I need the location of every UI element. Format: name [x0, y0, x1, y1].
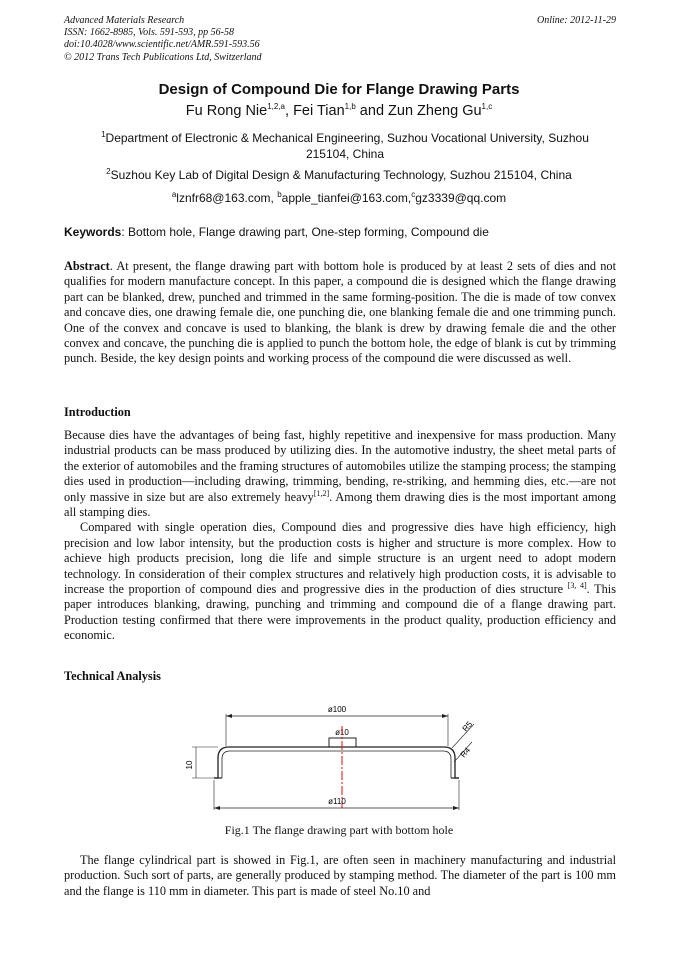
intro-paragraph-2	[64, 520, 616, 643]
dim-label-r5: R5	[460, 719, 475, 734]
arrow-icon	[226, 714, 232, 718]
citation: [3, 4]	[567, 580, 587, 590]
email-sup: c	[411, 190, 416, 199]
affiliation-1	[80, 131, 610, 162]
introduction-body	[64, 428, 616, 644]
email-link[interactable]: lznfr68@163.com	[176, 191, 271, 205]
keywords	[64, 225, 616, 239]
dim-label-hole: ø10	[335, 728, 349, 737]
issn-line: ISSN: 1662-8985, Vols. 591-593, pp 56-58	[64, 27, 234, 39]
paragraph-text: . This paper introduces blanking, drawing, punching and trimming and compound die of a flange drawing part. Production testing confirmed that there were improvements in the product quality, production efficiency and economic.	[64, 582, 616, 643]
keywords-label: Keywords	[64, 225, 122, 239]
email-link[interactable]: apple_tianfei@163.com	[281, 191, 408, 205]
email-sup: a	[171, 190, 177, 199]
author-name: Fei Tian	[293, 103, 345, 119]
affiliation-text: Department of Electronic & Mechanical Engineering, Suzhou Vocational University, Suzhou 215104, China	[105, 131, 589, 161]
online-date: Online: 2012-11-29	[537, 15, 616, 26]
introduction-heading: Introduction	[64, 405, 131, 419]
arrow-icon	[442, 714, 448, 718]
author-name: Zun Zheng Gu	[388, 103, 482, 119]
author-sup: 1,c	[481, 102, 493, 112]
technical-analysis-body	[64, 853, 616, 899]
email-link[interactable]: gz3339@qq.com	[415, 191, 507, 205]
intro-paragraph-1	[64, 428, 616, 520]
technical-paragraph: The flange cylindrical part is showed in Fig.1, are often seen in machinery manufacturing and industrial production. Such sort of parts, are generally produced by stamping method. The diameter of the part is 100 mm and the flange is 110 mm in diameter. This part is made of steel No.10 and	[64, 853, 616, 898]
paragraph-text: . Among them drawing dies is the most important among all stamping dies.	[64, 489, 616, 520]
copyright-line: © 2012 Trans Tech Publications Ltd, Switzerland	[64, 51, 262, 63]
journal-name: Advanced Materials Research	[64, 15, 185, 26]
author-name: Fu Rong Nie	[185, 103, 268, 119]
author-sep: ,	[285, 103, 294, 119]
author-sup: 1,b	[344, 102, 356, 112]
abstract-label: Abstract	[64, 259, 110, 273]
figure-caption: Fig.1 The flange drawing part with bottom hole	[224, 823, 454, 837]
affiliation-2	[0, 168, 678, 182]
doi-line: doi:10.4028/www.scientific.net/AMR.591-593.56	[64, 39, 260, 51]
paper-title: Design of Compound Die for Flange Drawing Parts	[158, 81, 520, 98]
paragraph-text: Because dies have the advantages of being fast, highly repetitive and inexpensive for mass production. Many industrial products can be mass produced by utilizing dies. In the automotive industry, the sheet metal parts of the exterior of automobiles and the framing structures of automobiles utilize the stamping process; the stamping dies used in production—including drawing, trimming, bending, re-striking, and hemming dies, etc.—are not only massive in size but are also extremely heavy	[64, 428, 616, 504]
author-line	[0, 103, 678, 119]
abstract	[64, 259, 616, 367]
technical-analysis-heading: Technical Analysis	[64, 669, 161, 683]
email-sup: b	[277, 190, 282, 199]
dim-label-r4: R4	[458, 745, 473, 760]
part-inner-outline	[222, 751, 451, 778]
email-sep: ,	[407, 191, 412, 205]
arrow-icon	[214, 806, 220, 810]
dim-label-top: ø100	[327, 705, 347, 714]
paragraph-text: Compared with single operation dies, Compound dies and progressive dies have high efficiency, high precision and low labor intensity, but the production costs is higher and structure is more complex. How to achieve high products precision, long die life and simple structure is an urgent need to adopt modern technology. In consideration of their complex structures and relatively high production costs, it is advisable to increase the proportion of compound dies and progressive dies in the production of dies structure	[64, 520, 616, 597]
part-outline	[214, 747, 459, 778]
email-sep: ,	[270, 191, 278, 205]
citation: [1,2]	[313, 488, 330, 498]
dim-label-height: 10	[185, 760, 194, 770]
figure-flange-drawing	[186, 700, 486, 815]
affiliation-sup: 2	[106, 167, 111, 176]
flange-drawing-svg	[186, 700, 486, 815]
email-line	[0, 191, 678, 205]
journal-header	[64, 15, 616, 64]
author-sup: 1,2,a	[267, 102, 285, 112]
keywords-text: : Bottom hole, Flange drawing part, One-step forming, Compound die	[121, 225, 489, 239]
affiliation-sup: 1	[101, 130, 106, 139]
arrow-icon	[453, 806, 459, 810]
dim-label-bottom: ø110	[328, 797, 346, 806]
author-sep: and	[355, 103, 389, 119]
affiliation-text: Suzhou Key Lab of Digital Design & Manufacturing Technology, Suzhou 215104, China	[110, 168, 572, 182]
abstract-text: . At present, the flange drawing part with bottom hole is produced by at least 2 sets of dies and not qualifies for modern manufacture concept. In this paper, a compound die is designed which the flange drawing part can be blanked, drew, punched and trimmed in the same forming-position. The die is made of tow convex and concave dies, one drawing female die, one punching die, one blanking female die and one trimming punch. One of the convex and concave is used to blanking, the blank is drew by drawing female die and the other convex and concave, the punching die is applied to punch the bottom hole, the edge of blank is cut by trimming punch. Beside, the key design points and working process of the compound die were discussed as well.	[64, 259, 616, 366]
